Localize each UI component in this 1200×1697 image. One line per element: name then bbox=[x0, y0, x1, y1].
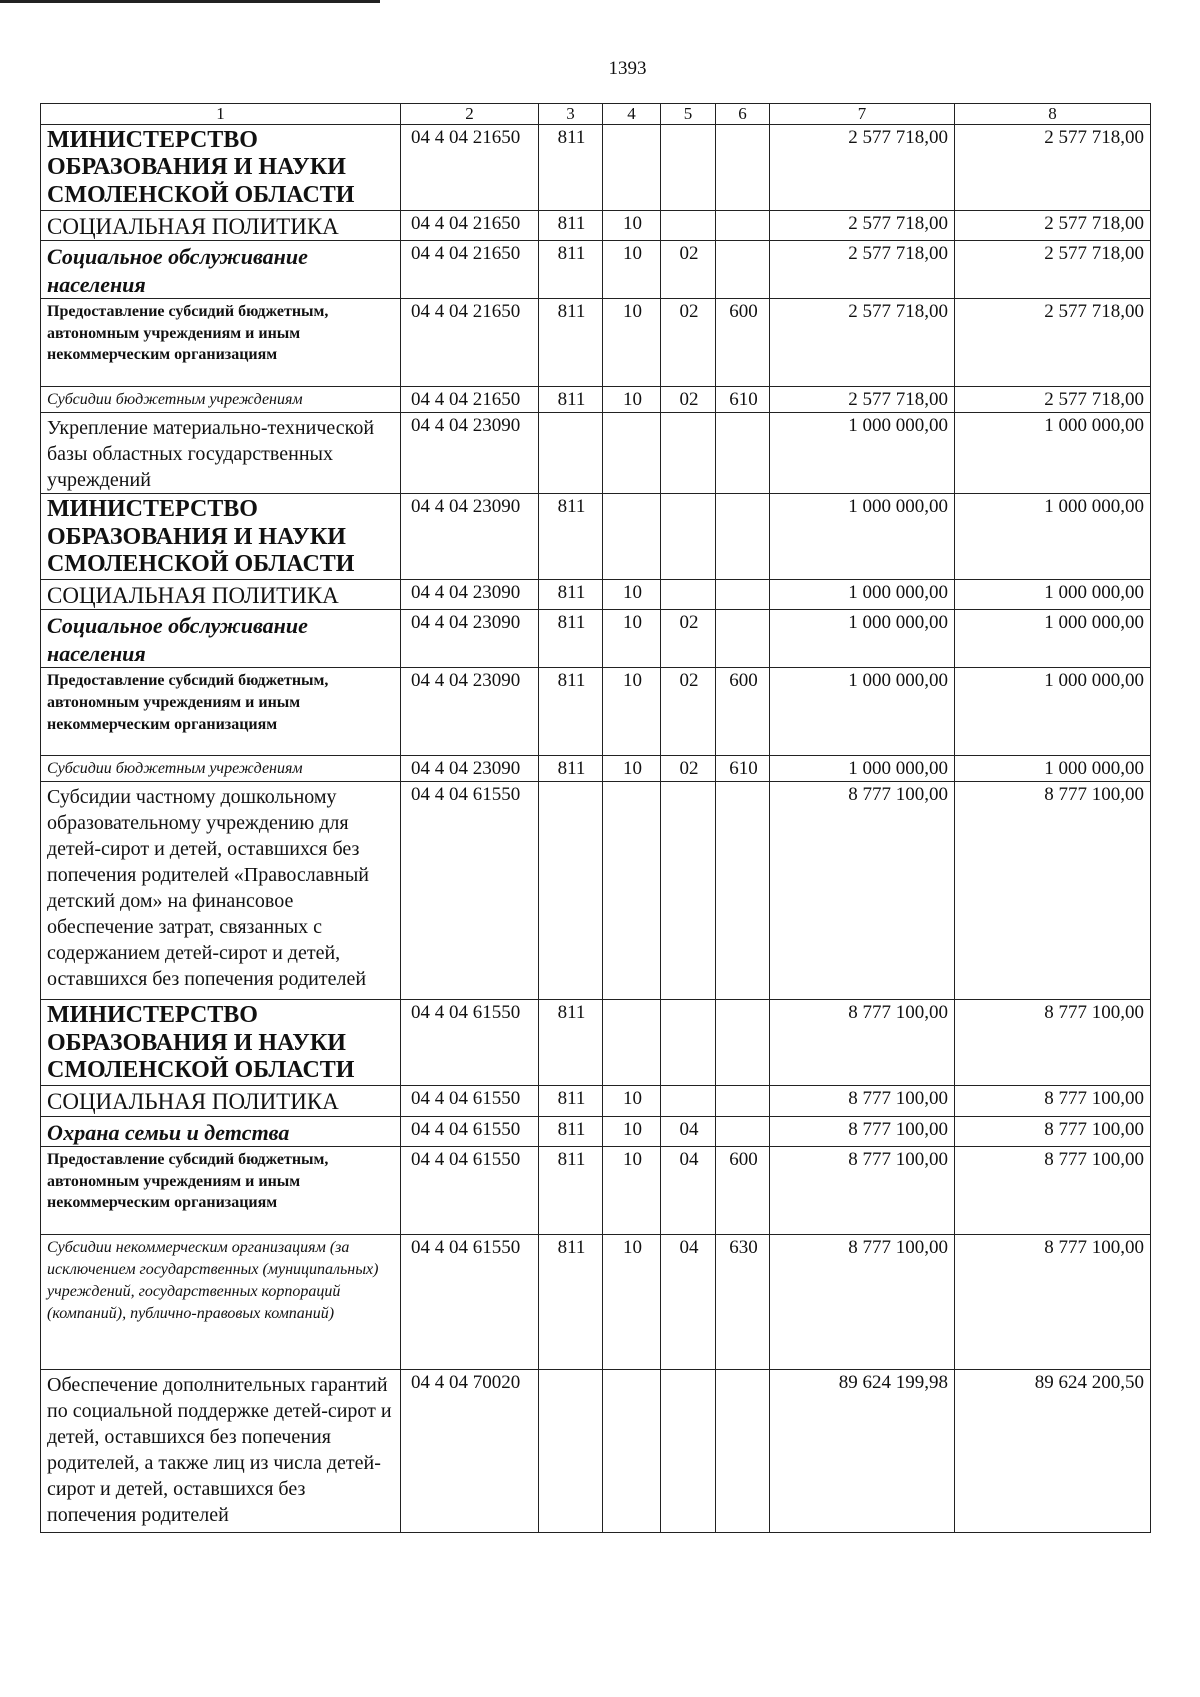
row-subsection bbox=[661, 1085, 716, 1116]
table-row bbox=[41, 124, 1151, 210]
row-amount-next: 8 777 100,00 bbox=[955, 1147, 1151, 1235]
row-section bbox=[603, 124, 661, 210]
row-description: Субсидии бюджетным учреждениям bbox=[41, 756, 401, 782]
row-description: Социальное обслуживание населения bbox=[41, 241, 401, 299]
row-description: Субсидии бюджетным учреждениям bbox=[41, 387, 401, 413]
row-section: 10 bbox=[603, 756, 661, 782]
row-ministry: 811 bbox=[539, 494, 603, 580]
row-code: 04 4 04 23090 bbox=[401, 413, 539, 494]
row-subsection bbox=[661, 1370, 716, 1533]
column-header: 2 bbox=[401, 104, 539, 125]
row-description: МИНИСТЕРСТВО ОБРАЗОВАНИЯ И НАУКИ СМОЛЕНСКОЙ ОБЛАСТИ bbox=[41, 124, 401, 210]
row-amount-current: 8 777 100,00 bbox=[770, 782, 955, 1000]
row-ministry: 811 bbox=[539, 387, 603, 413]
row-section: 10 bbox=[603, 668, 661, 756]
row-amount-current: 1 000 000,00 bbox=[770, 610, 955, 668]
column-header: 7 bbox=[770, 104, 955, 125]
row-ministry: 811 bbox=[539, 124, 603, 210]
row-ministry bbox=[539, 782, 603, 1000]
row-description: Предоставление субсидий бюджетным, автономным учреждениям и иным некоммерческим организациям bbox=[41, 1147, 401, 1235]
row-expense-type bbox=[716, 782, 770, 1000]
row-section: 10 bbox=[603, 299, 661, 387]
row-amount-current: 8 777 100,00 bbox=[770, 1147, 955, 1235]
row-amount-next: 8 777 100,00 bbox=[955, 1116, 1151, 1147]
row-amount-next: 1 000 000,00 bbox=[955, 413, 1151, 494]
row-description: СОЦИАЛЬНАЯ ПОЛИТИКА bbox=[41, 1085, 401, 1116]
row-subsection bbox=[661, 124, 716, 210]
row-description: МИНИСТЕРСТВО ОБРАЗОВАНИЯ И НАУКИ СМОЛЕНСКОЙ ОБЛАСТИ bbox=[41, 494, 401, 580]
row-ministry: 811 bbox=[539, 756, 603, 782]
row-amount-current: 1 000 000,00 bbox=[770, 494, 955, 580]
row-description: Социальное обслуживание населения bbox=[41, 610, 401, 668]
row-section: 10 bbox=[603, 241, 661, 299]
row-section: 10 bbox=[603, 387, 661, 413]
row-code: 04 4 04 23090 bbox=[401, 610, 539, 668]
row-code: 04 4 04 70020 bbox=[401, 1370, 539, 1533]
table-row bbox=[41, 756, 1151, 782]
row-code: 04 4 04 21650 bbox=[401, 210, 539, 241]
row-code: 04 4 04 61550 bbox=[401, 1235, 539, 1370]
table-row bbox=[41, 1370, 1151, 1533]
column-header: 1 bbox=[41, 104, 401, 125]
table-row bbox=[41, 210, 1151, 241]
row-amount-next: 2 577 718,00 bbox=[955, 241, 1151, 299]
row-expense-type bbox=[716, 1000, 770, 1086]
row-subsection: 04 bbox=[661, 1147, 716, 1235]
row-expense-type bbox=[716, 610, 770, 668]
row-subsection bbox=[661, 210, 716, 241]
row-amount-next: 2 577 718,00 bbox=[955, 387, 1151, 413]
row-amount-current: 1 000 000,00 bbox=[770, 756, 955, 782]
row-section bbox=[603, 494, 661, 580]
table-row bbox=[41, 299, 1151, 387]
table-row bbox=[41, 1147, 1151, 1235]
row-ministry: 811 bbox=[539, 610, 603, 668]
row-description: Охрана семьи и детства bbox=[41, 1116, 401, 1147]
table-row bbox=[41, 241, 1151, 299]
row-code: 04 4 04 21650 bbox=[401, 124, 539, 210]
row-amount-current: 8 777 100,00 bbox=[770, 1000, 955, 1086]
row-ministry: 811 bbox=[539, 1147, 603, 1235]
row-subsection bbox=[661, 782, 716, 1000]
row-expense-type bbox=[716, 1116, 770, 1147]
row-subsection: 02 bbox=[661, 610, 716, 668]
row-section: 10 bbox=[603, 610, 661, 668]
row-code: 04 4 04 21650 bbox=[401, 299, 539, 387]
column-header: 8 bbox=[955, 104, 1151, 125]
row-subsection bbox=[661, 494, 716, 580]
row-amount-next: 89 624 200,50 bbox=[955, 1370, 1151, 1533]
page-number: 1393 bbox=[608, 58, 647, 79]
budget-table bbox=[40, 103, 1151, 1533]
row-section: 10 bbox=[603, 1147, 661, 1235]
table-row bbox=[41, 782, 1151, 1000]
row-amount-current: 2 577 718,00 bbox=[770, 387, 955, 413]
row-amount-current: 2 577 718,00 bbox=[770, 299, 955, 387]
table-row bbox=[41, 413, 1151, 494]
row-amount-next: 2 577 718,00 bbox=[955, 210, 1151, 241]
row-ministry: 811 bbox=[539, 1085, 603, 1116]
row-ministry: 811 bbox=[539, 1235, 603, 1370]
row-section bbox=[603, 1370, 661, 1533]
row-amount-current: 8 777 100,00 bbox=[770, 1085, 955, 1116]
row-amount-next: 8 777 100,00 bbox=[955, 1235, 1151, 1370]
row-subsection: 02 bbox=[661, 387, 716, 413]
row-code: 04 4 04 61550 bbox=[401, 1116, 539, 1147]
row-amount-next: 8 777 100,00 bbox=[955, 1085, 1151, 1116]
row-description: Обеспечение дополнительных гарантий по социальной поддержке детей-сирот и детей, оставшихся без попечения родителей, а также лиц из числа детей-сирот и детей, оставшихся без попечения родителей bbox=[41, 1370, 401, 1533]
row-description: Субсидии некоммерческим организациям (за исключением государственных (муниципальных) учреждений, государственных корпораций (компаний), публично-правовых компаний) bbox=[41, 1235, 401, 1370]
row-expense-type bbox=[716, 413, 770, 494]
row-subsection bbox=[661, 579, 716, 610]
scan-top-rule bbox=[0, 0, 380, 3]
row-amount-current: 1 000 000,00 bbox=[770, 413, 955, 494]
row-description: МИНИСТЕРСТВО ОБРАЗОВАНИЯ И НАУКИ СМОЛЕНСКОЙ ОБЛАСТИ bbox=[41, 1000, 401, 1086]
row-amount-current: 1 000 000,00 bbox=[770, 668, 955, 756]
row-description: СОЦИАЛЬНАЯ ПОЛИТИКА bbox=[41, 210, 401, 241]
column-header: 3 bbox=[539, 104, 603, 125]
row-section: 10 bbox=[603, 1116, 661, 1147]
row-ministry: 811 bbox=[539, 1116, 603, 1147]
row-expense-type bbox=[716, 1085, 770, 1116]
row-ministry: 811 bbox=[539, 1000, 603, 1086]
row-section bbox=[603, 782, 661, 1000]
row-code: 04 4 04 23090 bbox=[401, 756, 539, 782]
table-row bbox=[41, 387, 1151, 413]
column-header: 5 bbox=[661, 104, 716, 125]
row-amount-next: 8 777 100,00 bbox=[955, 782, 1151, 1000]
row-amount-current: 1 000 000,00 bbox=[770, 579, 955, 610]
row-expense-type bbox=[716, 124, 770, 210]
table-row bbox=[41, 1235, 1151, 1370]
row-description: Предоставление субсидий бюджетным, автономным учреждениям и иным некоммерческим организациям bbox=[41, 668, 401, 756]
row-code: 04 4 04 23090 bbox=[401, 668, 539, 756]
row-section bbox=[603, 1000, 661, 1086]
row-section: 10 bbox=[603, 1235, 661, 1370]
table-row bbox=[41, 1085, 1151, 1116]
row-ministry: 811 bbox=[539, 241, 603, 299]
row-expense-type bbox=[716, 241, 770, 299]
row-amount-current: 8 777 100,00 bbox=[770, 1116, 955, 1147]
row-subsection: 04 bbox=[661, 1116, 716, 1147]
table-row bbox=[41, 1116, 1151, 1147]
row-ministry bbox=[539, 413, 603, 494]
row-code: 04 4 04 61550 bbox=[401, 1000, 539, 1086]
row-section: 10 bbox=[603, 1085, 661, 1116]
row-subsection: 02 bbox=[661, 668, 716, 756]
row-code: 04 4 04 61550 bbox=[401, 782, 539, 1000]
row-ministry: 811 bbox=[539, 668, 603, 756]
row-expense-type: 600 bbox=[716, 1147, 770, 1235]
row-expense-type: 600 bbox=[716, 299, 770, 387]
row-code: 04 4 04 61550 bbox=[401, 1085, 539, 1116]
row-amount-current: 2 577 718,00 bbox=[770, 124, 955, 210]
row-description: Укрепление материально-технической базы областных государственных учреждений bbox=[41, 413, 401, 494]
row-subsection: 02 bbox=[661, 756, 716, 782]
row-description: Субсидии частному дошкольному образовательному учреждению для детей-сирот и детей, оставшихся без попечения родителей «Православный детский дом» на финансовое обеспечение затрат, связанных с содержанием детей-сирот и детей, оставшихся без попечения родителей bbox=[41, 782, 401, 1000]
table-row bbox=[41, 1000, 1151, 1086]
row-subsection: 02 bbox=[661, 241, 716, 299]
row-subsection bbox=[661, 413, 716, 494]
header-row bbox=[41, 104, 1151, 125]
row-section: 10 bbox=[603, 210, 661, 241]
table-row bbox=[41, 668, 1151, 756]
row-amount-current: 2 577 718,00 bbox=[770, 210, 955, 241]
row-amount-next: 1 000 000,00 bbox=[955, 610, 1151, 668]
row-subsection: 02 bbox=[661, 299, 716, 387]
column-header: 6 bbox=[716, 104, 770, 125]
row-expense-type: 610 bbox=[716, 756, 770, 782]
row-description: Предоставление субсидий бюджетным, автономным учреждениям и иным некоммерческим организациям bbox=[41, 299, 401, 387]
column-header: 4 bbox=[603, 104, 661, 125]
row-ministry: 811 bbox=[539, 579, 603, 610]
row-amount-current: 2 577 718,00 bbox=[770, 241, 955, 299]
row-subsection: 04 bbox=[661, 1235, 716, 1370]
row-amount-current: 89 624 199,98 bbox=[770, 1370, 955, 1533]
row-section: 10 bbox=[603, 579, 661, 610]
table-row bbox=[41, 610, 1151, 668]
row-amount-next: 8 777 100,00 bbox=[955, 1000, 1151, 1086]
row-amount-next: 2 577 718,00 bbox=[955, 299, 1151, 387]
row-amount-next: 2 577 718,00 bbox=[955, 124, 1151, 210]
row-code: 04 4 04 23090 bbox=[401, 494, 539, 580]
row-code: 04 4 04 23090 bbox=[401, 579, 539, 610]
row-ministry: 811 bbox=[539, 299, 603, 387]
row-amount-next: 1 000 000,00 bbox=[955, 579, 1151, 610]
row-expense-type bbox=[716, 1370, 770, 1533]
row-expense-type: 630 bbox=[716, 1235, 770, 1370]
row-description: СОЦИАЛЬНАЯ ПОЛИТИКА bbox=[41, 579, 401, 610]
row-amount-next: 1 000 000,00 bbox=[955, 668, 1151, 756]
row-expense-type bbox=[716, 494, 770, 580]
row-code: 04 4 04 21650 bbox=[401, 241, 539, 299]
table-row bbox=[41, 579, 1151, 610]
table-row bbox=[41, 494, 1151, 580]
row-amount-current: 8 777 100,00 bbox=[770, 1235, 955, 1370]
row-amount-next: 1 000 000,00 bbox=[955, 756, 1151, 782]
row-ministry bbox=[539, 1370, 603, 1533]
row-ministry: 811 bbox=[539, 210, 603, 241]
row-expense-type: 610 bbox=[716, 387, 770, 413]
row-section bbox=[603, 413, 661, 494]
row-expense-type: 600 bbox=[716, 668, 770, 756]
row-code: 04 4 04 21650 bbox=[401, 387, 539, 413]
row-subsection bbox=[661, 1000, 716, 1086]
row-expense-type bbox=[716, 210, 770, 241]
row-code: 04 4 04 61550 bbox=[401, 1147, 539, 1235]
row-expense-type bbox=[716, 579, 770, 610]
row-amount-next: 1 000 000,00 bbox=[955, 494, 1151, 580]
